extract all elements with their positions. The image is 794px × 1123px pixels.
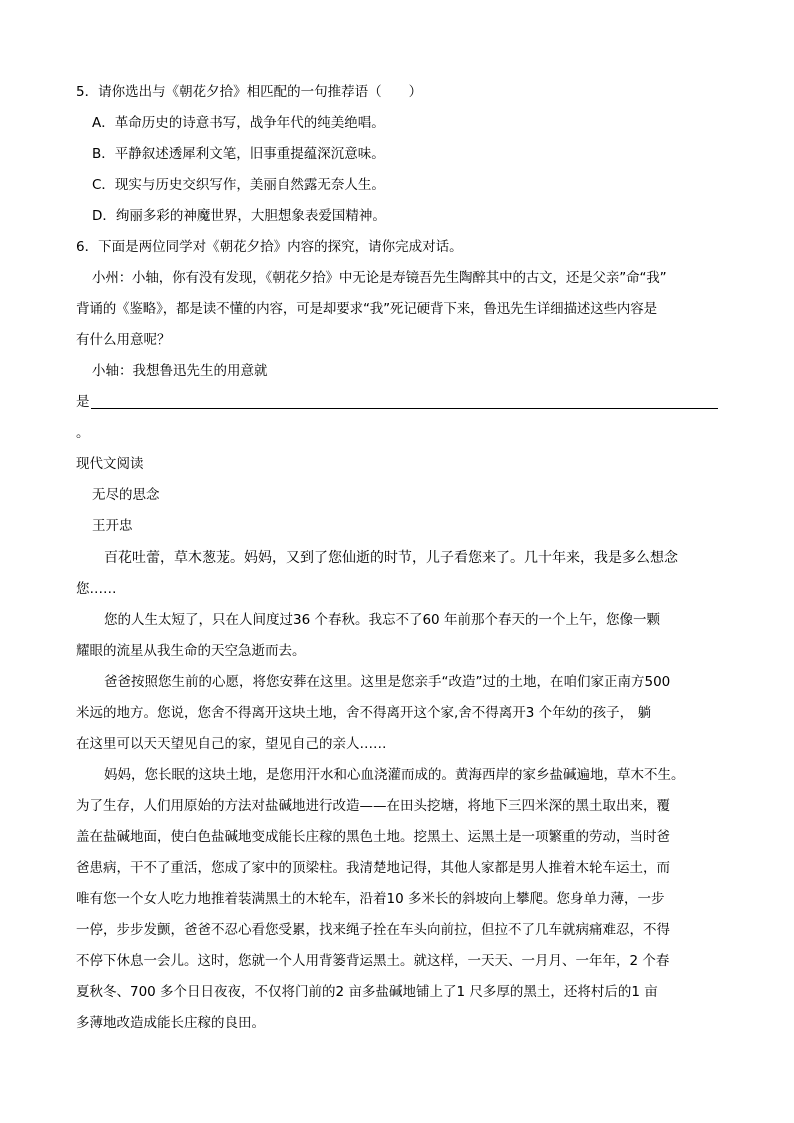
- paragraph-line: 在这里可以天天望见自己的家，望见自己的亲人……: [76, 736, 387, 752]
- paragraph-line: 耀眼的流星从我生命的天空急逝而去。: [76, 643, 306, 659]
- question-5-option-a: A．革命历史的诗意书写，战争年代的纯美绝唱。: [92, 115, 385, 131]
- paragraph-line: 百花吐蕾，草木葱茏。妈妈，又到了您仙逝的时节，儿子看您来了。几十年来，我是多么想念: [104, 550, 678, 566]
- question-5-option-c: C．现实与历史交织写作，美丽自然露无奈人生。: [92, 177, 385, 193]
- paragraph-line: 一停，步步发颤，爸爸不忍心看您受累，找来绳子拴在车头向前拉，但拉不了几车就病痛难忍，不得: [76, 922, 670, 938]
- question-5-stem: 5．请你选出与《朝花夕拾》相匹配的一句推荐语（ ）: [76, 84, 423, 100]
- paragraph-line: 您的人生太短了，只在人间度过36 个春秋。我忘不了60 年前那个春天的一个上午，您像一颗: [104, 612, 660, 628]
- paragraph-line: 唯有您一个女人吃力地推着装满黑土的木轮车，沿着10 多米长的斜坡向上攀爬。您身单力薄，一步: [76, 891, 665, 907]
- paragraph-line: 您……: [76, 581, 117, 597]
- paragraph-line: 盖在盐碱地面，使白色盐碱地变成能长庄稼的黑色土地。挖黑土、运黑土是一项繁重的劳动，当时爸: [76, 829, 670, 845]
- question-5-option-b: B．平静叙述透犀利文笔，旧事重提蕴深沉意味。: [92, 146, 385, 162]
- answer-blank[interactable]: [91, 408, 718, 409]
- paragraph-line: 爸患病，干不了重活，您成了家中的顶梁柱。我清楚地记得，其他人家都是男人推着木轮车运土，而: [76, 860, 670, 876]
- answer-suffix: 。: [76, 425, 90, 441]
- article-author: 王开忠: [92, 518, 133, 534]
- paragraph-line: 爸爸按照您生前的心愿，将您安葬在这里。这里是您亲手“改造”过的土地，在咱们家正南方500: [104, 674, 671, 690]
- article-title: 无尽的思念: [92, 487, 160, 503]
- dialog-reply: 小轴：我想鲁迅先生的用意就: [92, 363, 268, 379]
- dialog-line: 有什么用意呢？: [76, 332, 171, 348]
- paragraph-line: 多薄地改造成能长庄稼的良田。: [76, 1015, 265, 1031]
- paragraph-line: 米远的地方。您说，您舍不得离开这块土地，舍不得离开这个家,舍不得离开3 个年幼的孩子， 躺: [76, 705, 651, 721]
- question-5-option-d: D．绚丽多彩的神魔世界，大胆想象表爱国精神。: [92, 208, 386, 224]
- paragraph-line: 夏秋冬、700 多个日日夜夜，不仅将门前的2 亩多盐碱地铺上了1 尺多厚的黑土，还将村后的1 亩: [76, 984, 658, 1000]
- answer-prefix: 是: [76, 394, 90, 410]
- dialog-line: 背诵的《鉴略》，都是读不懂的内容，可是却要求“我”死记硬背下来，鲁迅先生详细描述这些内容是: [76, 301, 657, 317]
- section-heading: 现代文阅读: [76, 456, 144, 472]
- paragraph-line: 为了生存，人们用原始的方法对盐碱地进行改造——在田头挖塘，将地下三四米深的黑土取出来，覆: [76, 798, 670, 814]
- question-6-stem: 6．下面是两位同学对《朝花夕拾》内容的探究，请你完成对话。: [76, 239, 463, 255]
- dialog-line: 小州：小轴，你有没有发现，《朝花夕拾》中无论是寿镜吾先生陶醉其中的古文，还是父亲”命“我”: [92, 270, 667, 286]
- paragraph-line: 妈妈，您长眠的这块土地，是您用汗水和心血浇灌而成的。黄海西岸的家乡盐碱遍地，草木不生。: [104, 767, 685, 783]
- paragraph-line: 不停下休息一会儿。这时，您就一个人用背篓背运黑土。就这样，一天天、一月月、一年年，2 个春: [76, 953, 670, 969]
